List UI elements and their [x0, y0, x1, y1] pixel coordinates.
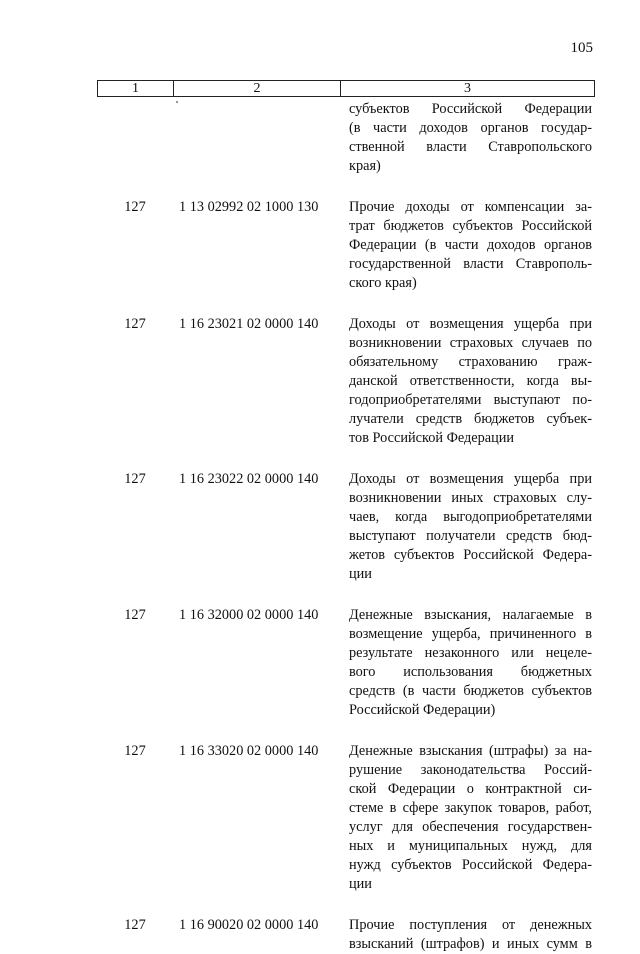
description-cell [349, 100, 592, 176]
description-line: стеме в сфере закупок товаров, работ, [349, 800, 592, 816]
table-header [97, 80, 595, 97]
description-line: Денежные взыскания, налагаемые в [349, 607, 592, 623]
description-cell [349, 742, 592, 894]
description-line: средств (в части бюджетов субъектов [349, 683, 592, 699]
description-line: (в части доходов органов государ- [349, 120, 592, 136]
description-line: Федерации (в части доходов органов [349, 237, 592, 253]
description-cell [349, 916, 592, 954]
description-line: вого использования бюджетных [349, 664, 592, 680]
description-line: чаев, когда выгодоприобретателями [349, 509, 592, 525]
admin-code-cell: 127 [124, 199, 146, 215]
page-number: 105 [570, 40, 593, 56]
description-line: рушение законодательства Россий- [349, 762, 592, 778]
description-line: Прочие поступления от денежных [349, 917, 592, 933]
description-line: возникновении иных страховых слу- [349, 490, 592, 506]
table-row [97, 470, 595, 584]
description-line: края) [349, 158, 381, 174]
admin-code-cell: 127 [124, 471, 146, 487]
admin-code-cell [97, 100, 173, 176]
description-line: лучатели средств бюджетов субъек- [349, 411, 592, 427]
description-cell [349, 315, 592, 448]
description-line: ции [349, 566, 372, 582]
description-line: Денежные взыскания (штрафы) за на- [349, 743, 592, 759]
table-row [97, 742, 595, 894]
description-line: взысканий (штрафов) и иных сумм в [349, 936, 592, 952]
header-col-2: 2 [174, 81, 341, 96]
description-line: нужд субъектов Российской Федера- [349, 857, 592, 873]
admin-code-cell: 127 [124, 917, 146, 933]
description-line: услуг для обеспечения государствен- [349, 819, 592, 835]
description-line: государственной власти Ставрополь- [349, 256, 592, 272]
description-line: ных и муниципальных нужд, для [349, 838, 592, 854]
header-col-1: 1 [98, 81, 174, 96]
kbk-code-cell: 1 16 33020 02 0000 140 [179, 743, 319, 759]
description-line: возмещение ущерба, причиненного в [349, 626, 592, 642]
kbk-code-cell [173, 100, 343, 176]
kbk-code-cell: 1 16 23021 02 0000 140 [179, 316, 319, 332]
kbk-code-cell: 1 16 23022 02 0000 140 [179, 471, 319, 487]
description-cell [349, 606, 592, 720]
description-line: данской ответственности, когда вы- [349, 373, 592, 389]
description-line: результате незаконного или нецеле- [349, 645, 592, 661]
table-row [97, 198, 595, 293]
table-row [97, 100, 595, 176]
admin-code-cell: 127 [124, 743, 146, 759]
description-line: годоприобретателями выступают по- [349, 392, 592, 408]
description-line: обязательному страхованию граж- [349, 354, 592, 370]
description-cell [349, 198, 592, 293]
description-line: жетов субъектов Российской Федера- [349, 547, 592, 563]
description-line: трат бюджетов субъектов Российской [349, 218, 592, 234]
table-row [97, 916, 595, 954]
description-line: ского края) [349, 275, 417, 291]
description-cell [349, 470, 592, 584]
description-line: ской Федерации о контрактной си- [349, 781, 592, 797]
header-col-3: 3 [464, 81, 471, 96]
description-line: ственной власти Ставропольского [349, 139, 592, 155]
admin-code-cell: 127 [124, 607, 146, 623]
description-line: ции [349, 876, 372, 892]
table-body [97, 100, 595, 954]
kbk-code-cell: 1 16 90020 02 0000 140 [179, 917, 319, 933]
table-row [97, 606, 595, 720]
description-line: тов Российской Федерации [349, 430, 515, 446]
admin-code-cell: 127 [124, 316, 146, 332]
description-line: Прочие доходы от компенсации за- [349, 199, 592, 215]
kbk-code-cell: 1 16 32000 02 0000 140 [179, 607, 319, 623]
table-row [97, 315, 595, 448]
description-line: возникновении страховых случаев по [349, 335, 592, 351]
description-line: Доходы от возмещения ущерба при [349, 471, 592, 487]
description-line: выступают получатели средств бюд- [349, 528, 592, 544]
description-line: Российской Федерации) [349, 702, 496, 718]
description-line: Доходы от возмещения ущерба при [349, 316, 592, 332]
description-line: субъектов Российской Федерации [349, 101, 592, 117]
kbk-code-cell: 1 13 02992 02 1000 130 [179, 199, 319, 215]
